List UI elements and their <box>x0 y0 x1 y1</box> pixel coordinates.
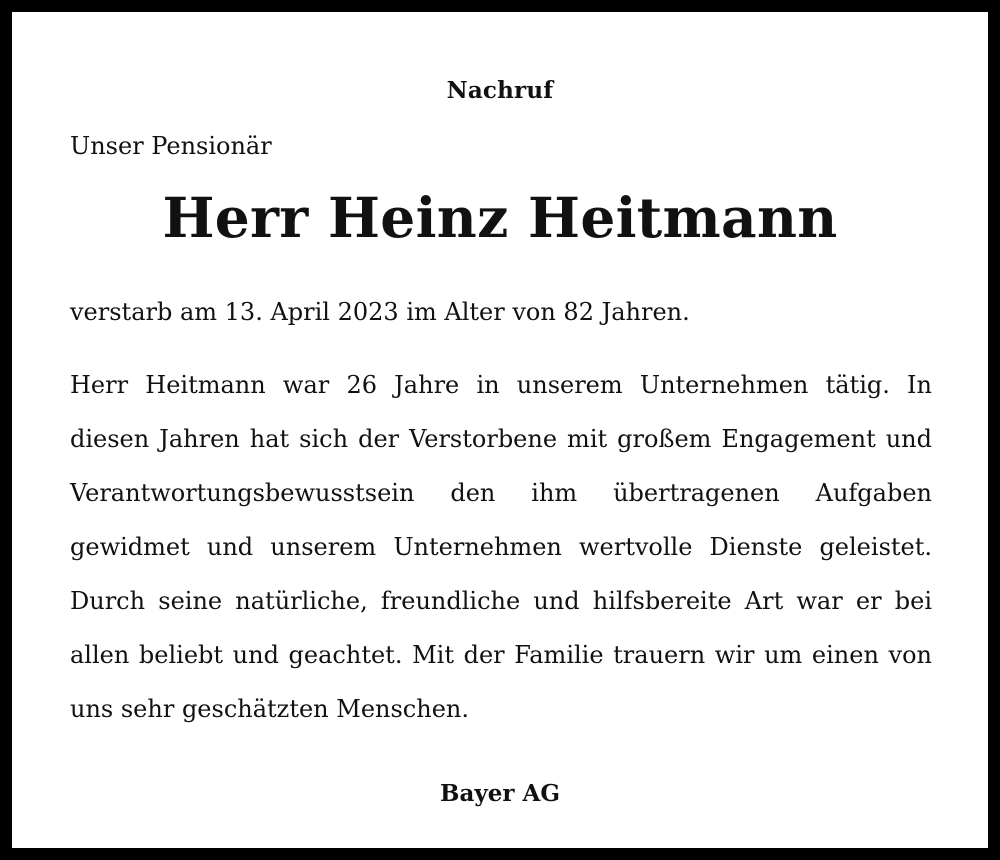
notice-intro: Unser Pensionär <box>70 132 272 160</box>
tribute-paragraph: Herr Heitmann war 26 Jahre in unserem Unternehmen tätig. In diesen Jahren hat sich der Verstorbene mit großem Engagement und Verantwortungsbewusstsein den ihm übertragenen Aufgaben gewidmet und unserem Unternehmen wertvolle Dienste geleistet. Durch seine natürliche, freundliche und hilfsbereite Art war er bei allen beliebt und geachtet. Mit der Familie trauern wir um einen von uns sehr geschätzten Menschen. <box>70 371 932 723</box>
death-date-line: verstarb am 13. April 2023 im Alter von 82 Jahren. <box>70 298 690 326</box>
notice-heading: Nachruf <box>446 77 554 104</box>
deceased-name: Herr Heinz Heitmann <box>162 185 838 250</box>
company-signature: Bayer AG <box>440 780 560 807</box>
